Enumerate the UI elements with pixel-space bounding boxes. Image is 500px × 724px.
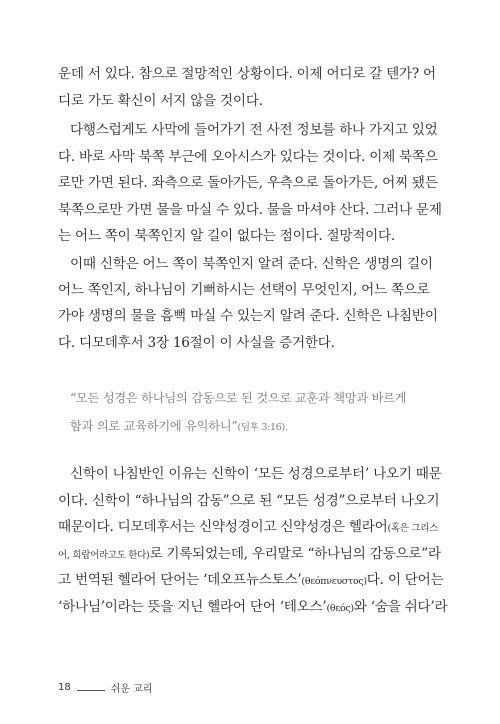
text-line: 이다. 신학이 “하나님의 감동”으로 된 “모든 성경”으로부터 나오기 [58,493,440,509]
text-line: 운데 서 있다. 참으로 절망적인 상황이다. 이제 어디로 갈 텐가? 어 [58,66,436,82]
text-span: 때문이다. 디모데후서는 신약성경이고 신약성경은 헬라어 [58,519,388,535]
text-span: 다. 이 단어는 [366,572,444,588]
quote-reference: (딤후 3:16). [237,422,288,433]
text-line [58,599,448,617]
text-line: 가야 생명의 물을 흠뻑 마실 수 있는지 알려 준다. 신학은 나침반이 [58,308,438,324]
text-span: 고 번역된 헬라어 단어는 ‘데오프뉴스토스’ [58,572,302,588]
text-note: 어, 희랍어라고도 한다) [58,550,150,561]
page-number: 18 [58,682,71,693]
text-line [58,519,444,537]
text-span: 로 기록되었는데, 우리말로 “하나님의 감동으로”라 [149,546,441,562]
text-line: 북쪽으로만 가면 물을 마실 수 있다. 물을 마셔야 산다. 그러나 문제 [58,202,442,218]
greek-term: (θεός) [326,603,354,614]
text-line: 어느 쪽인지, 하나님이 기뻐하시는 선택이 무엇인지, 어느 쪽으로 [58,282,430,298]
greek-term: (θεόπνευστος) [301,576,367,587]
text-span: 와 ‘숨을 쉬다’라 [353,599,448,615]
quote-line [70,418,444,436]
text-line: 다. 바로 사막 북쪽 부근에 오아시스가 있다는 것이다. 이제 북쪽으 [58,149,438,165]
footer-rule [77,690,105,691]
quote-line: “모든 성경은 하나님의 감동으로 된 것으로 교훈과 책망과 바르게 [70,391,407,405]
text-line [58,572,444,590]
quote-text: 함과 의로 교육하기에 유익하니” [70,419,238,433]
text-line: 디로 가도 확신이 서지 않을 것이다. [58,93,263,109]
text-line: 이때 신학은 어느 쪽이 북쪽인지 알려 준다. 신학은 생명의 길이 [70,256,433,272]
page-footer [58,680,153,695]
text-line: 다. 디모데후서 3장 16절이 이 사실을 증거한다. [58,335,335,351]
text-span: ‘하나님’이라는 뜻을 지닌 헬라어 단어 ‘테오스’ [58,599,327,615]
text-line: 로만 가면 된다. 좌측으로 돌아가든, 우측으로 돌아가든, 어찌 됐든 [58,175,438,191]
book-title: 쉬운 교리 [110,684,153,695]
text-line: 다행스럽게도 사막에 들어가기 전 사전 정보를 하나 가지고 있었 [70,122,438,138]
text-line: 는 어느 쪽이 북쪽인지 알 길이 없다는 점이다. 절망적이다. [58,228,395,244]
text-note: (혹은 그리스 [387,523,439,534]
text-line: 신학이 나침반인 이유는 신학이 ‘모든 성경으로부터’ 나오기 때문 [70,466,442,482]
text-line [58,546,444,564]
